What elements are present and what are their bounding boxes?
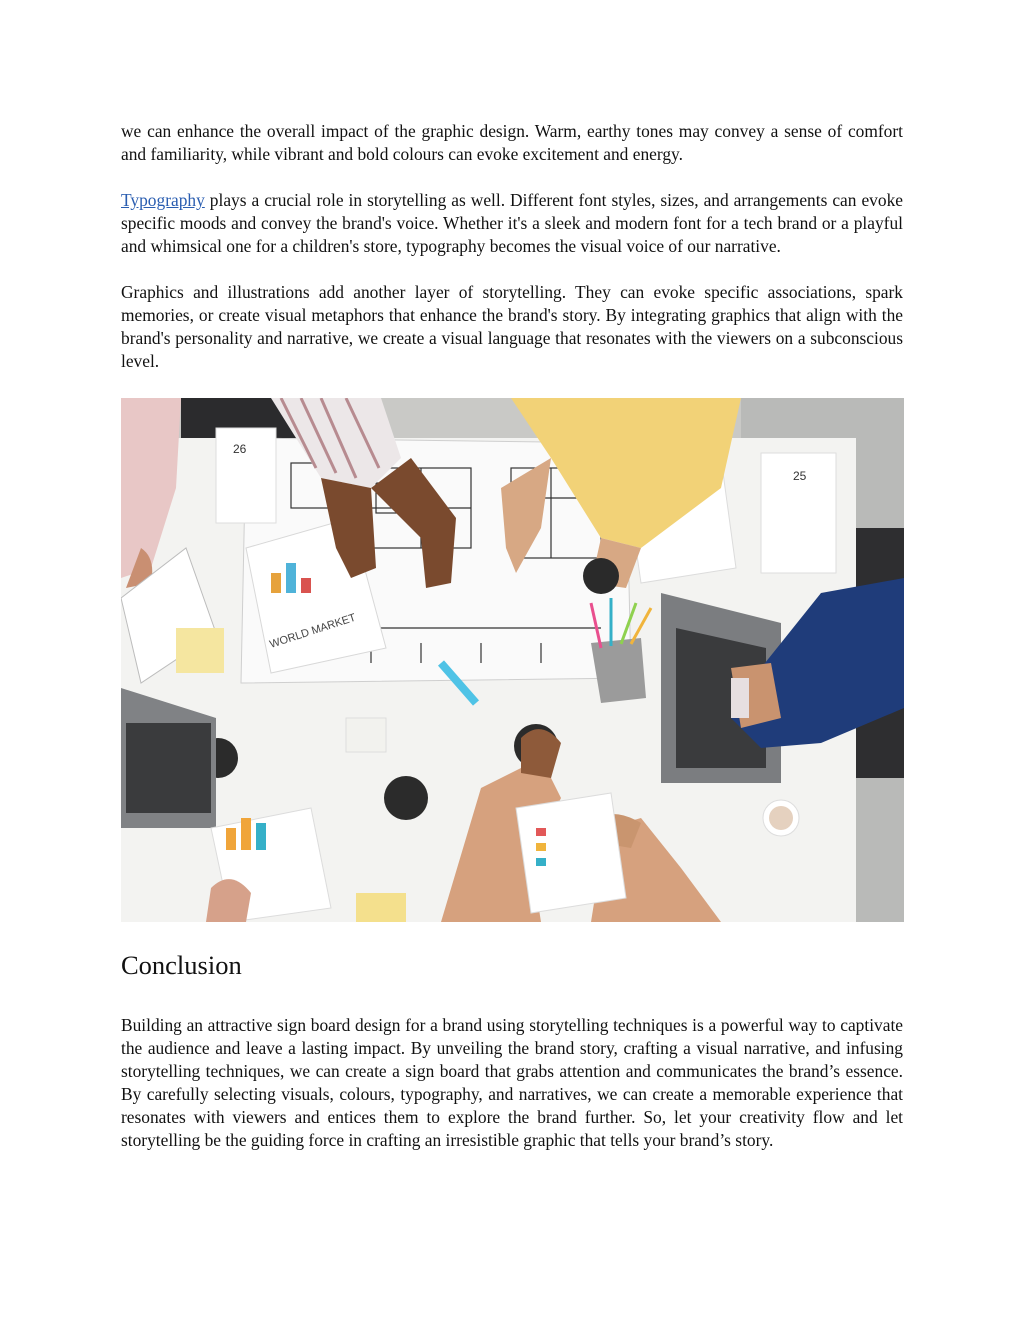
conclusion-heading: Conclusion — [121, 950, 242, 980]
world-market-label: WORLD MARKET — [268, 611, 358, 651]
paragraph-graphics: Graphics and illustrations add another layer of storytelling. They can evoke specific associations, spark memories, or create visual metaphors that enhance the brand's story. By integrating graphics that align with the brand's personality and narrative, we create a visual language that resonates with the viewers on a subconscious level. — [121, 282, 903, 371]
photo-illustration — [121, 398, 904, 922]
typography-link[interactable]: Typography — [121, 190, 205, 210]
typography-paragraph-text: plays a crucial role in storytelling as well. Different font styles, sizes, and arrangements can evoke specific moods and convey the brand's voice. Whether it's a sleek and modern font for a tech brand or a playful and whimsical one for a children's store, typography becomes the visual voice of our narrative. — [121, 190, 903, 256]
team-meeting-photo — [121, 398, 904, 922]
paragraph-typography — [121, 189, 903, 258]
sheet-25-label: 25 — [793, 469, 807, 483]
conclusion-paragraph: Building an attractive sign board design for a brand using storytelling techniques is a powerful way to captivate the audience and leave a lasting impact. By unveiling the brand story, crafting a visual narrative, and infusing storytelling techniques, we can create a sign board that grabs attention and communicates the brand’s essence. By carefully selecting visuals, colours, typography, and narratives, we can create a memorable experience that resonates with viewers and entices them to explore the brand further. So, let your creativity flow and let storytelling be the guiding force in crafting an irresistible graphic that tells your brand’s story. — [121, 1015, 903, 1150]
heading-gap — [121, 982, 903, 1014]
sheet-25 — [761, 453, 836, 573]
sheet-26-label: 26 — [233, 442, 247, 456]
paragraph-color-impact: we can enhance the overall impact of the graphic design. Warm, earthy tones may convey a sense of comfort and familiarity, while vibrant and bold colours can evoke excitement and energy. — [121, 121, 903, 164]
sheet-26 — [216, 428, 276, 523]
paragraph-gap — [121, 258, 903, 281]
document-page — [121, 120, 903, 1152]
paragraph-gap — [121, 166, 903, 189]
